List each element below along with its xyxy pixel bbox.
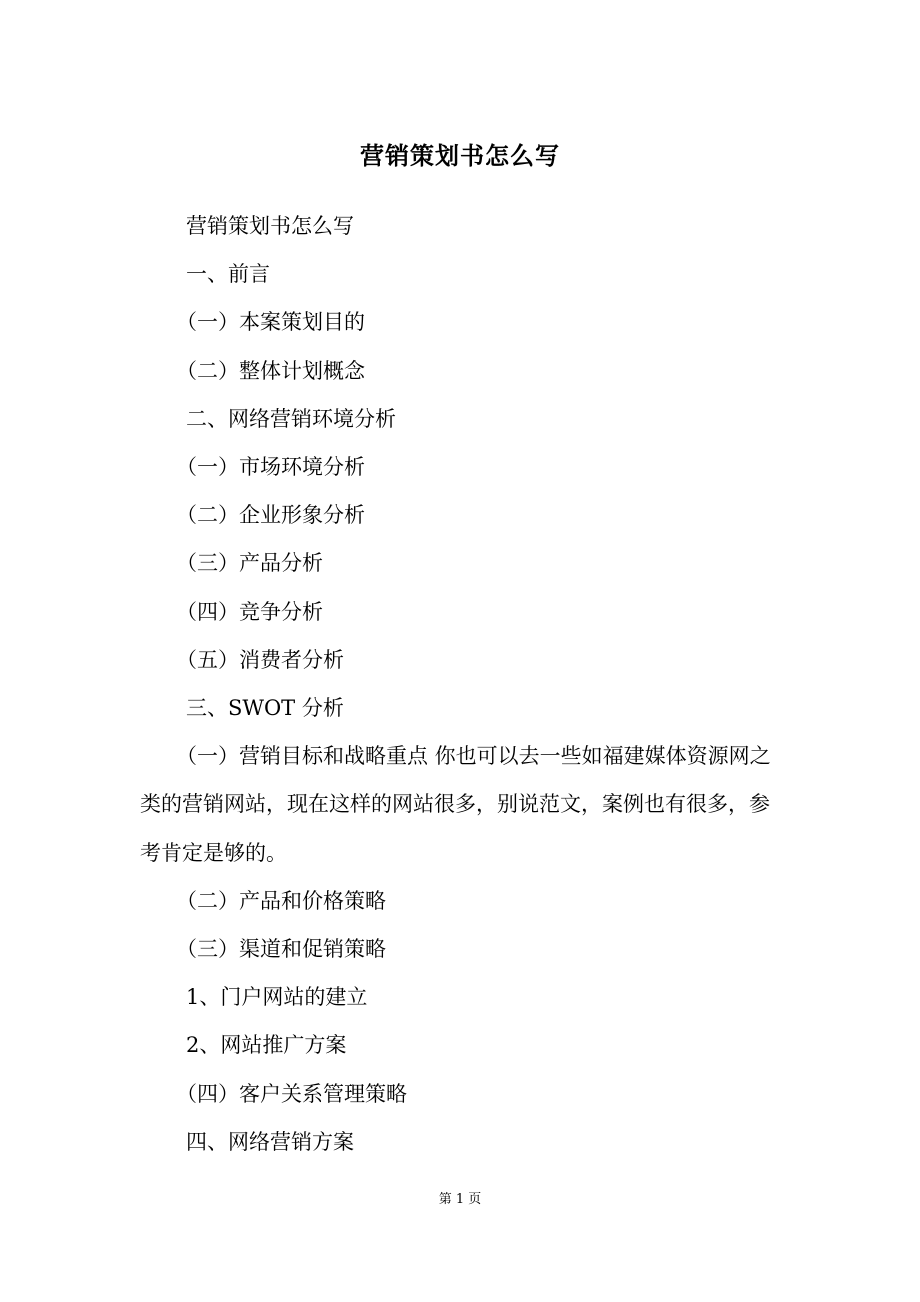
subsection-heading: （一）市场环境分析	[176, 455, 365, 480]
subsection-heading: （二）产品和价格策略	[176, 888, 386, 913]
page-number: 第 1 页	[438, 1192, 482, 1207]
section-heading: 四、网络营销方案	[186, 1129, 354, 1154]
section-heading: 二、网络营销环境分析	[186, 406, 396, 431]
section-heading: 三、SWOT 分析	[186, 696, 344, 721]
subsection-heading: （四）客户关系管理策略	[176, 1081, 407, 1106]
section-heading: 一、前言	[186, 262, 270, 287]
paragraph: 营销策划书怎么写	[186, 214, 354, 238]
document-title: 营销策划书怎么写	[360, 142, 560, 170]
subsection-heading: （二）企业形象分析	[176, 503, 365, 528]
subsection-heading: （四）竞争分析	[176, 599, 323, 624]
subsection-heading: （二）整体计划概念	[176, 358, 365, 383]
document-body	[140, 202, 780, 1166]
list-item: 1、门户网站的建立	[186, 985, 368, 1010]
list-item: 2、网站推广方案	[186, 1033, 347, 1058]
paragraph: （一）营销目标和战略重点 你也可以去一些如福建媒体资源网之类的营销网站，现在这样的网站很多，别说范文，案例也有很多，参考肯定是够的。	[140, 744, 771, 865]
subsection-heading: （五）消费者分析	[176, 647, 344, 672]
subsection-heading: （一）本案策划目的	[176, 310, 365, 335]
subsection-heading: （三）产品分析	[176, 551, 323, 576]
subsection-heading: （三）渠道和促销策略	[176, 937, 386, 962]
